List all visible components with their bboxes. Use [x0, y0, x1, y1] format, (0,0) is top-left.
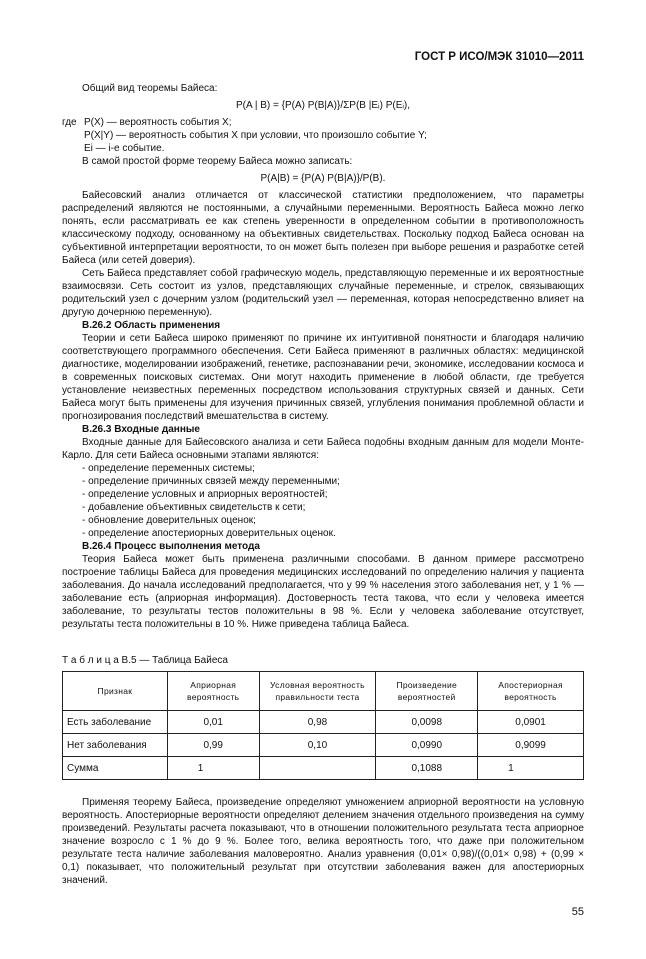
- table-header-row: [63, 672, 584, 711]
- list-item: - определение апостериорных доверительных оценок.: [82, 528, 336, 539]
- page-number: 55: [571, 906, 584, 918]
- section-heading: В.26.3 Входные данные: [82, 424, 200, 435]
- paragraph: Теории и сети Байеса широко применяют по причине их интуитивной понятности и благодаря наличию соответствующего программного обеспечения. Сети Байеса применяют в различных областях: медицинской диагностике, моделировании изображений, генетике, распознавании речи, экономике, исследовании космоса и в современных поисковых системах. Они могут находить применение в любой области, где требуется установление неизвестных переменных посредством использования структурных связей и данных. Сети Байеса могут быть применены для изучения причинных связей, углубления понимания проблемной области и прогнозирования последствий вмешательства в систему.: [62, 333, 584, 422]
- section-heading: В.26.2 Область применения: [82, 320, 221, 331]
- list-item: - определение причинных связей между переменными;: [82, 476, 340, 487]
- table-cell: 1: [478, 757, 584, 780]
- column-header: Признак: [63, 672, 168, 711]
- paragraph: Сеть Байеса представляет собой графическую модель, представляющую переменные и их вероятностные взаимосвязи. Сеть состоит из узлов, представляющих случайные переменные, и стрелок, связывающих родительский узел с дочерним узлом (родительский узел — переменная, которая непосредственно влияет на другую дочернюю переменную).: [62, 268, 584, 318]
- page-body: [62, 0, 584, 959]
- table-cell: Сумма: [63, 757, 168, 780]
- table-cell: 0,01: [167, 711, 259, 734]
- simple-form-intro: В самой простой форме теорему Байеса можно записать:: [82, 156, 353, 167]
- definition-3: Ei — i-е событие.: [84, 143, 165, 154]
- table-cell: 0,10: [259, 734, 376, 757]
- table-cell: 0,99: [167, 734, 259, 757]
- definitions: [62, 116, 584, 129]
- column-header: Произведение вероятностей: [376, 672, 478, 711]
- column-header: Априорная вероятность: [167, 672, 259, 711]
- section-heading: В.26.4 Процесс выполнения метода: [82, 541, 260, 552]
- table-cell: 0,0098: [376, 711, 478, 734]
- table-cell: Есть заболевание: [63, 711, 168, 734]
- table-cell: [259, 757, 376, 780]
- list-item: - определение условных и априорных вероятностей;: [82, 489, 328, 500]
- column-header: Условная вероятность правильности теста: [259, 672, 376, 711]
- table-cell: 0,98: [259, 711, 376, 734]
- bayes-table: [62, 671, 584, 780]
- bayes-formula-general: P(A | B) = {P(A) P(B|A)}/ΣP(B |Eᵢ) P(Eᵢ),: [235, 100, 411, 111]
- table-cell: 1: [167, 757, 259, 780]
- table-row: [63, 757, 584, 780]
- bayes-formula-simple: P(A|B) = {P(A) P(B|A)}/P(B).: [260, 173, 386, 184]
- paragraph: Входные данные для Байесовского анализа и сети Байеса подобны входным данным для модели Монте-Карло. Для сети Байеса основными этапами являются:: [62, 437, 584, 461]
- column-header: Апостериорная вероятность: [478, 672, 584, 711]
- table-cell: 0,9099: [478, 734, 584, 757]
- table-row: [63, 711, 584, 734]
- intro-text: Общий вид теоремы Байеса:: [82, 83, 218, 94]
- table-cell: 0,1088: [376, 757, 478, 780]
- paragraph: Байесовский анализ отличается от классической статистики предположением, что параметры распределений являются не постоянными, а случайными переменными. Вероятность Байеса можно легко понять, если рассматривать ее как степень уверенности в определенном событии в противоположность классическому подходу, основанному на объективных свидетельствах. Поскольку подход Байеса основан на субъективной интерпретации вероятности, то он может быть полезен при выборе решения и разработке сетей Байеса (или сетей доверия).: [62, 190, 584, 266]
- table-cell: 0,0990: [376, 734, 478, 757]
- document-header: ГОСТ Р ИСО/МЭК 31010—2011: [414, 51, 584, 63]
- table-cell: 0,0901: [478, 711, 584, 734]
- definition-2: P(X|Y) — вероятность события X при условии, что произошло событие Y;: [84, 130, 427, 141]
- list-item: - добавление объективных свидетельств к сети;: [82, 502, 306, 513]
- definition-1: P(X) — вероятность события X;: [84, 117, 232, 128]
- table-row: [63, 734, 584, 757]
- list-item: - обновление доверительных оценок;: [82, 515, 256, 526]
- steps-list: [62, 462, 584, 540]
- table-caption: Т а б л и ц а В.5 — Таблица Байеса: [62, 655, 228, 666]
- paragraph: Теория Байеса может быть применена различными способами. В данном примере рассмотрено построение таблицы Байеса для проведения медицинских исследований по определению наличия у пациента заболевания. До начала исследований предполагается, что у 99 % населения этого заболевания нет, у 1 % — заболевание есть (априорная информация). Достоверность теста такова, что если у человека имеется заболевание, то результаты тестов положительны в 98 %. Если у человека заболевание отсутствует, результаты теста положительны в 10 %. Ниже приведена таблица Байеса.: [62, 554, 584, 630]
- conclusion-paragraph: Применяя теорему Байеса, произведение определяют умножением априорной вероятности на условную вероятность. Апостериорные вероятности определяют делением значения отдельного произведения на сумму произведений. Результаты расчета показывают, что в отношении положительного результата теста априорное значение возросло с 1 % до 9 %. Более того, велика вероятность того, что даже при положительном результате теста наличие заболевания маловероятно. Анализ уравнения (0,01× 0,98)/((0,01× 0,98) + (0,99 × 0,1) показывает, что положительный результат при отсутствии заболевания важен для апостериорных значений.: [62, 797, 584, 886]
- table-cell: Нет заболевания: [63, 734, 168, 757]
- list-item: - определение переменных системы;: [82, 463, 255, 474]
- where-label: где: [62, 117, 77, 128]
